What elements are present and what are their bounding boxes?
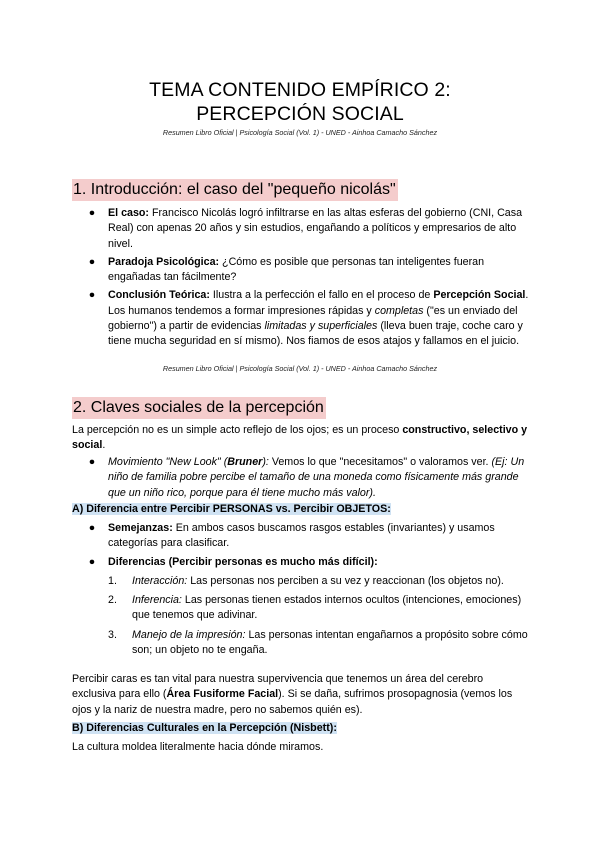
item-number: 3.: [108, 628, 117, 641]
new-look-author: Bruner: [227, 456, 263, 468]
bullet-text: Francisco Nicolás logró infiltrarse en las altas esferas del gobierno (CNI, Casa Real) con apenas 20 años y sin estudios, engañando a políticos y empresarios de alto nivel.: [108, 207, 523, 250]
subsection-b-heading: [72, 721, 530, 736]
bullet-text: . Los humanos tendemos a formar impresiones rápidas y: [108, 289, 529, 317]
bullet-bold-term: Percepción Social: [433, 289, 526, 302]
item-number: 1.: [108, 574, 117, 587]
new-look-text: Vemos lo que "necesitamos" o valoramos ver.: [268, 456, 492, 468]
intro-bold: constructivo, selectivo y social: [72, 424, 528, 452]
bullet-italic-term: limitadas y superficiales: [264, 320, 378, 333]
section-1-bullet-list: [72, 206, 532, 350]
faces-text: Percibir caras es tan vital para nuestra supervivencia que tenemos un área del cerebro exclusiva para ello (: [72, 673, 484, 701]
section-2-intro: [72, 423, 530, 454]
numbered-item: [72, 628, 532, 659]
subsection-a-list: [72, 521, 532, 658]
list-item: [72, 521, 532, 552]
new-look-italic: Movimiento "New Look" (: [108, 456, 228, 468]
item-text: Las personas nos perciben a su vez y reaccionan (los objetos no).: [187, 574, 504, 587]
bullet-label: Diferencias (Percibir personas es mucho más difícil):: [108, 555, 378, 568]
document-title-line-1: TEMA CONTENIDO EMPÍRICO 2:: [149, 79, 451, 101]
intro-end: .: [102, 439, 106, 452]
document-title-line-2: PERCEPCIÓN SOCIAL: [196, 103, 404, 125]
bullet-text: Ilustra a la perfección el fallo en el proceso de: [209, 289, 434, 302]
bullet-italic-term: completas: [374, 304, 424, 317]
section-2-heading: 2. Claves sociales de la percepción: [72, 397, 326, 419]
bullet-icon: ●: [88, 255, 96, 268]
faces-paragraph: [72, 672, 530, 718]
bullet-text: ¿Cómo es posible que personas tan inteligentes fueran engañadas tan fácilmente?: [108, 255, 485, 284]
item-label: Interacción:: [132, 574, 188, 587]
bullet-icon: ●: [88, 522, 96, 534]
subsection-a-heading: [72, 502, 530, 517]
numbered-item: [72, 574, 532, 589]
list-item: [72, 206, 532, 252]
list-item: [72, 255, 532, 286]
item-text: Las personas intentan engañarnos a propósito sobre cómo son; un objeto no te engaña.: [132, 628, 528, 657]
subsection-a-title: A) Diferencia entre Percibir PERSONAS vs. Percibir OBJETOS:: [72, 503, 391, 515]
numbered-item: [72, 593, 532, 624]
bullet-icon: ●: [88, 207, 96, 219]
item-label: Inferencia:: [132, 594, 182, 607]
section-1-heading: 1. Introducción: el caso del "pequeño nicolás": [72, 179, 398, 201]
list-item: [72, 288, 532, 349]
bullet-text: ("es un enviado del gobierno") a partir de evidencias: [108, 304, 518, 333]
faces-bold: Área Fusiforme Facial: [166, 688, 279, 701]
item-label: Manejo de la impresión:: [132, 628, 246, 641]
document-caption-repeat: Resumen Libro Oficial | Psicología Social (Vol. 1) - UNED - Ainhoa Camacho Sánchez: [162, 364, 438, 373]
item-text: Las personas tienen estados internos ocultos (intenciones, emociones) que tenemos que adivinar.: [132, 594, 522, 622]
bullet-text: En ambos casos buscamos rasgos estables (invariantes) y usamos categorías para clasificar.: [108, 522, 495, 550]
item-number: 2.: [108, 594, 117, 607]
new-look-example: (Ej: Un niño de familia pobre percibe el tamaño de una moneda como físicamente más grande que un niño rico, porque para él tiene mucho más valor).: [108, 456, 525, 499]
bullet-icon: ●: [88, 289, 96, 302]
intro-text: La percepción no es un simple acto reflejo de los ojos; es un proceso: [72, 424, 403, 436]
list-item: [72, 555, 532, 570]
new-look-list: [72, 455, 532, 501]
bullet-label: Paradoja Psicológica:: [108, 255, 220, 268]
faces-text-end: ). Si se daña, sufrimos prosopagnosia (vemos los ojos y la nariz de nuestra madre, pero no sabemos quién es).: [72, 688, 513, 716]
list-item: [72, 455, 532, 501]
bullet-label: Conclusión Teórica:: [108, 289, 210, 302]
new-look-italic-end: ):: [262, 456, 269, 468]
bullet-label: El caso:: [108, 207, 149, 219]
culture-paragraph: La cultura moldea literalmente hacia dónde miramos.: [72, 741, 324, 753]
bullet-icon: ●: [88, 456, 96, 468]
subsection-b-title: B) Diferencias Culturales en la Percepción (Nisbett):: [72, 722, 337, 734]
document-caption: Resumen Libro Oficial | Psicología Social (Vol. 1) - UNED - Ainhoa Camacho Sánchez: [162, 128, 438, 137]
bullet-icon: ●: [88, 555, 96, 568]
bullet-label: Semejanzas:: [108, 522, 173, 534]
bullet-text: (lleva buen traje, coche caro y tiene mucha seguridad en sí mismo). Nos fiamos de esos atajos y fallamos en el juicio.: [108, 320, 523, 348]
